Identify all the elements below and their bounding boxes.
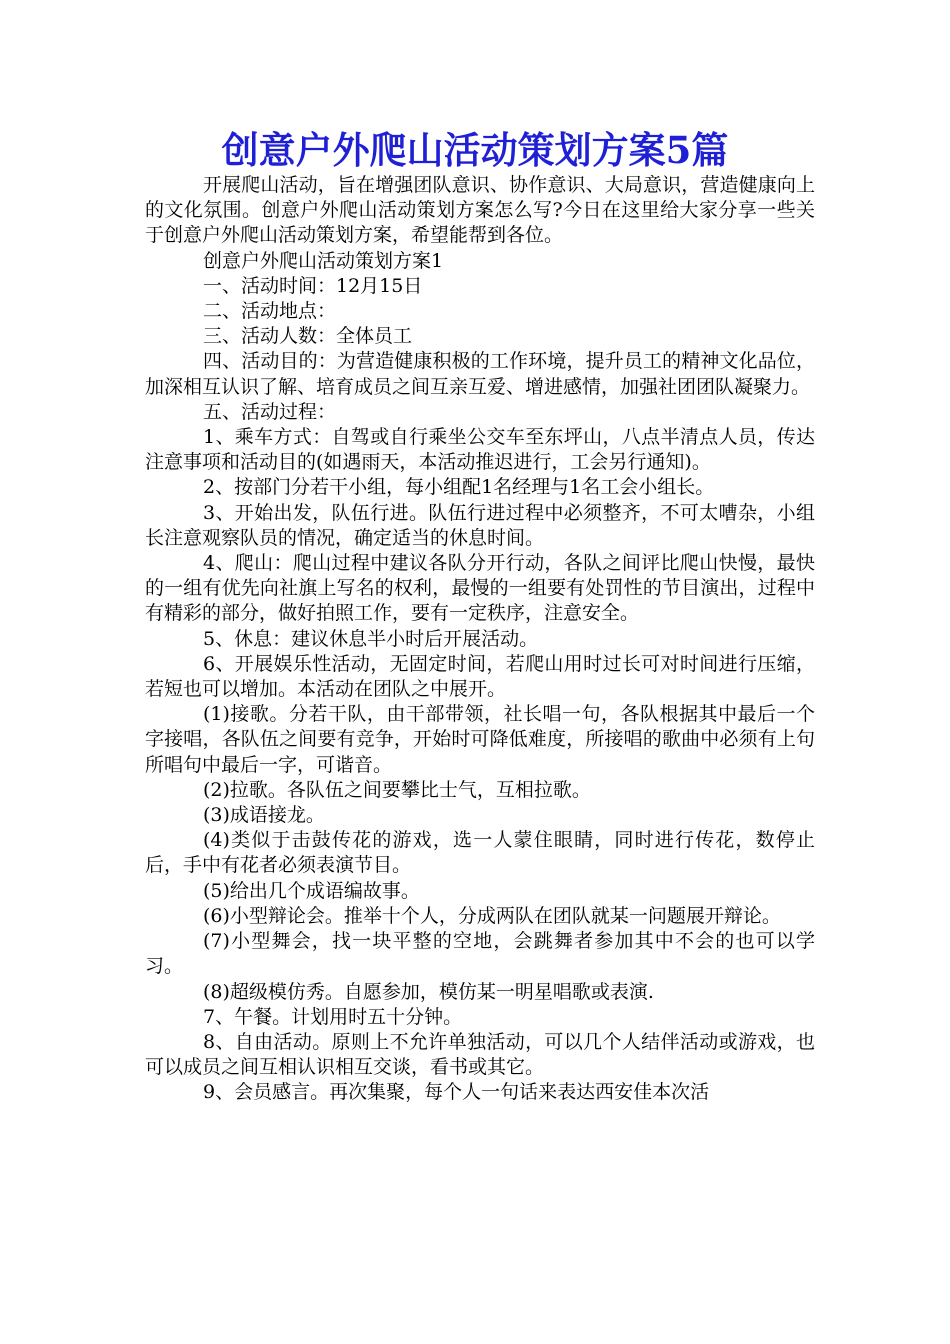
process-step: 2、按部门分若干小组，每小组配1名经理与1名工会小组长。 (203, 476, 715, 499)
section-heading: 创意户外爬山活动策划方案1 (203, 249, 444, 272)
sub-activity-item: (4)类似于击鼓传花的游戏，选一人蒙住眼睛，同时进行传花，数停止后，手中有花者必须表演节目。 (145, 829, 815, 877)
sub-activity-item: (3)成语接龙。 (203, 804, 325, 827)
sub-activity-item: (2)拉歌。各队伍之间要攀比士气，互相拉歌。 (203, 778, 591, 801)
sub-activity-item: (8)超级模仿秀。自愿参加，模仿某一明星唱歌或表演. (203, 980, 654, 1003)
process-step: 7、午餐。计划用时五十分钟。 (203, 1005, 463, 1028)
intro-paragraph: 开展爬山活动，旨在增强团队意识、协作意识、大局意识，营造健康向上的文化氛围。创意户外爬山活动策划方案怎么写?今日在这里给大家分享一些关于创意户外爬山活动策划方案，希望能帮到各位。 (145, 174, 815, 247)
process-step: 8、自由活动。原则上不允许单独活动，可以几个人结伴活动或游戏，也可以成员之间互相认识相互交谈，看书或其它。 (145, 1030, 815, 1079)
process-step: 9、会员感言。再次集聚，每个人一句话来表达西安佳本次活 (203, 1081, 710, 1104)
sub-activity-item: (5)给出几个成语编故事。 (203, 879, 420, 902)
activity-participants: 三、活动人数：全体员工 (203, 325, 413, 348)
process-step: 1、乘车方式：自驾或自行乘坐公交车至东坪山，八点半清点人员，传达注意事项和活动目的(如遇雨天，本活动推迟进行，工会另行通知)。 (145, 426, 815, 474)
activity-location: 二、活动地点： (203, 300, 337, 323)
activity-purpose: 四、活动目的：为营造健康积极的工作环境，提升员工的精神文化品位，加深相互认识了解、培育成员之间互亲互爱、增进感情，加强社团团队凝聚力。 (145, 350, 815, 398)
sub-activity-item: (7)小型舞会，找一块平整的空地，会跳舞者参加其中不会的也可以学习。 (145, 930, 815, 978)
process-step: 3、开始出发，队伍行进。队伍行进过程中必须整齐，不可太嘈杂，小组长注意观察队员的情况，确定适当的休息时间。 (145, 501, 815, 549)
process-step: 5、休息：建议休息半小时后开展活动。 (203, 627, 539, 650)
process-step: 4、爬山：爬山过程中建议各队分开行动，各队之间评比爬山快慢，最快的一组有优先向社旗上写名的权利，最慢的一组要有处罚性的节目演出，过程中有精彩的部分，做好拍照工作，要有一定秩序，注意安全。 (145, 552, 815, 625)
document-title: 创意户外爬山活动策划方案5篇 (221, 128, 729, 172)
sub-activity-item: (1)接歌。分若干队，由干部带领，社长唱一句，各队根据其中最后一个字接唱，各队伍之间要有竞争，开始时可降低难度，所接唱的歌曲中必须有上句所唱句中最后一字，可谐音。 (145, 703, 815, 776)
document-body (145, 173, 815, 1106)
activity-time: 一、活动时间：12月15日 (203, 274, 423, 297)
activity-process-heading: 五、活动过程： (203, 400, 337, 423)
sub-activity-item: (6)小型辩论会。推举十个人，分成两队在团队就某一问题展开辩论。 (203, 904, 781, 927)
process-step: 6、开展娱乐性活动，无固定时间，若爬山用时过长可对时间进行压缩，若短也可以增加。本活动在团队之中展开。 (145, 652, 815, 701)
